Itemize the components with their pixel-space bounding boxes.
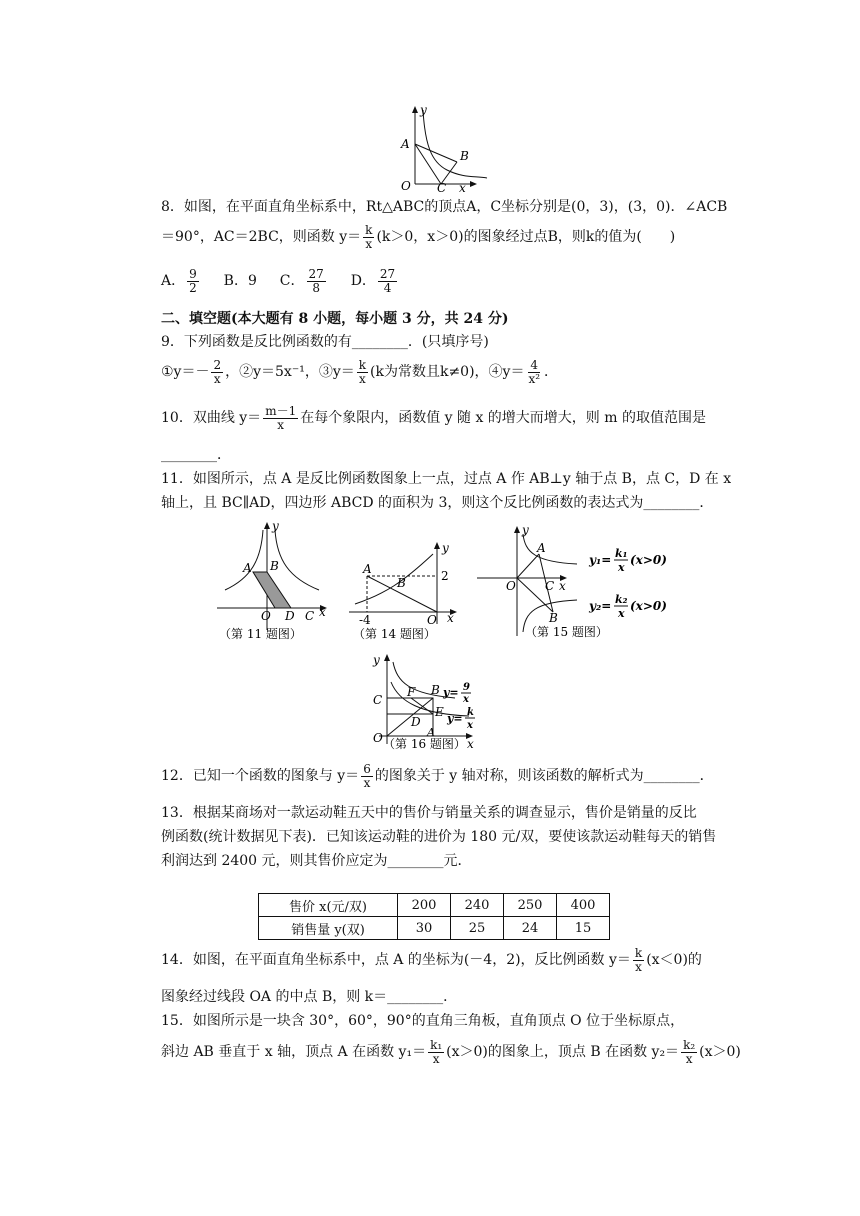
table-cell: 30 xyxy=(398,917,451,940)
q9-item2: ，②y＝5x⁻¹，③y＝ xyxy=(225,364,355,380)
fig16-label-O: O xyxy=(373,731,383,745)
q8-option-d-frac xyxy=(378,268,397,295)
q8-option-c-num: 27 xyxy=(308,266,324,281)
q9-item3-note: (k为常数且k≠0)，④y＝ xyxy=(370,364,525,380)
q11-line2: 轴上，且 BC∥AD，四边形 ABCD 的面积为 3，则这个反比例函数的表达式为________． xyxy=(161,495,714,511)
table-row xyxy=(259,894,610,917)
q9-item1-den: x xyxy=(213,371,221,386)
fig15-eq1-num: k₁ xyxy=(615,547,628,560)
fig14-label-y: y xyxy=(442,541,449,555)
fig16-eq2-den: x xyxy=(467,720,473,731)
q8-line2-post: (k＞0，x＞0)的图象经过点B，则k的值为( ) xyxy=(376,229,676,245)
q15-pre: 斜边 AB 垂直于 x 轴，顶点 A 在函数 y₁＝ xyxy=(161,1044,427,1060)
q13-line1: 13．根据某商场对一款运动鞋五天中的售价与销量关系的调查显示，售价是销量的反比 xyxy=(161,805,697,821)
q10-line1 xyxy=(161,402,706,434)
fig14-label-x: x xyxy=(447,611,454,625)
fig14-label-2: 2 xyxy=(441,569,449,583)
q8-line1: 8．如图，在平面直角坐标系中，Rt△ABC的顶点A，C坐标分别是(0，3)，(3，0)．∠ACB xyxy=(161,199,728,215)
fig16-label-F: F xyxy=(407,685,416,699)
fig8-label-C: C xyxy=(437,181,447,192)
fig16-label-x: x xyxy=(467,737,474,751)
fig16-eq2-lhs: y= xyxy=(447,712,463,725)
q9-line2 xyxy=(161,356,558,388)
fig16-eq2-num: k xyxy=(467,707,474,718)
fig16-label-y: y xyxy=(373,653,380,667)
table-cell: 15 xyxy=(557,917,610,940)
fig11-label-y: y xyxy=(272,520,279,533)
q15-frac1 xyxy=(428,1039,444,1066)
table-row xyxy=(259,917,610,940)
q8-option-b: B．9 xyxy=(223,273,257,289)
q14-den: x xyxy=(635,959,642,974)
fig16-eq1-num: 9 xyxy=(463,682,470,693)
fig16-label-B: B xyxy=(431,683,440,697)
q15-line2 xyxy=(161,1036,741,1068)
fig8-label-x: x xyxy=(459,181,466,192)
q15-mid: (x＞0)的图象上，顶点 B 在函数 y₂＝ xyxy=(446,1044,680,1060)
table-row-head: 销售量 y(双) xyxy=(259,917,398,940)
q9-item4-num: 4 xyxy=(530,357,539,372)
fig8-label-B: B xyxy=(460,149,469,163)
fig14-label-A: A xyxy=(363,562,372,576)
q14-pre: 14．如图，在平面直角坐标系中，点 A 的坐标为(－4，2)，反比例函数 y＝ xyxy=(161,952,631,968)
fig11-label-B: B xyxy=(270,559,279,573)
q15-num2: k₂ xyxy=(683,1037,696,1052)
fig16-label-E: E xyxy=(435,705,444,719)
q9-item1-num: 2 xyxy=(213,357,222,372)
fig15-eq2-den: x xyxy=(618,607,625,620)
fig15-label-x: x xyxy=(559,579,566,593)
q9-item3-den: x xyxy=(358,371,366,386)
table-cell: 25 xyxy=(451,917,504,940)
q9-item1-frac xyxy=(211,359,223,386)
figure-15 xyxy=(475,524,675,644)
q8-frac-num: k xyxy=(365,222,373,237)
fig15-eq2-num: k₂ xyxy=(615,593,628,606)
q13-line2: 例函数(统计数据见下表)．已知该运动鞋的进价为 180 元/双，要使该款运动鞋每天的销售 xyxy=(161,829,717,845)
q15-line1: 15．如图所示是一块含 30°，60°，90°的直角三角板，直角顶点 O 位于坐标原点， xyxy=(161,1013,685,1029)
fig11-label-A: A xyxy=(243,561,252,575)
q12-num: 6 xyxy=(363,761,371,776)
fig16-caption: （第 16 题图） xyxy=(383,737,466,751)
fig8-label-y: y xyxy=(420,104,427,117)
fig16-eq1-lhs: y= xyxy=(443,686,459,699)
fig11-label-D: D xyxy=(285,609,295,623)
fig11-caption: （第 11 题图） xyxy=(219,627,302,641)
q15-post: (x＞0) xyxy=(699,1044,741,1060)
fig14-label-minus4: -4 xyxy=(359,613,371,627)
q15-den2: x xyxy=(685,1051,693,1066)
q12-post: 的图象关于 y 轴对称，则该函数的解析式为________． xyxy=(374,768,714,784)
q8-option-c-frac xyxy=(307,268,326,295)
q9-item3-num: k xyxy=(358,357,367,372)
q14-line2: 图象经过线段 OA 的中点 B，则 k＝________． xyxy=(161,989,458,1005)
q12-frac xyxy=(361,763,373,790)
q8-line2-pre: ＝90°，AC＝2BC，则函数 y＝ xyxy=(161,229,362,245)
table-row-head: 售价 x(元/双) xyxy=(259,894,398,917)
q8-line2 xyxy=(161,222,675,252)
q15-den1: x xyxy=(432,1051,440,1066)
figure-11 xyxy=(215,520,335,645)
section-heading: 二、填空题(本大题有 8 小题，每小题 3 分，共 24 分) xyxy=(161,311,509,327)
q8-option-c xyxy=(279,266,328,295)
q9-item3-frac xyxy=(357,359,368,386)
q14-frac xyxy=(633,947,644,974)
fig11-label-x: x xyxy=(319,605,326,619)
table-cell: 240 xyxy=(451,894,504,917)
fig14-label-B: B xyxy=(397,576,406,590)
fig15-label-A: A xyxy=(537,541,546,555)
q13-table xyxy=(258,893,610,940)
fig11-label-O: O xyxy=(261,609,271,623)
fig15-eq1-cond: (x>0) xyxy=(630,553,667,567)
fig15-eq2-cond: (x>0) xyxy=(630,599,667,613)
q8-option-a-den: 2 xyxy=(189,280,197,295)
q8-option-d-label: D． xyxy=(350,273,376,289)
q12-den: x xyxy=(363,775,371,790)
q10-line2: ________． xyxy=(161,447,231,463)
figure-14 xyxy=(345,540,465,645)
q9-line1: 9．下列函数是反比例函数的有________．(只填序号) xyxy=(161,334,489,350)
q10-frac xyxy=(263,405,298,432)
q8-option-c-den: 8 xyxy=(312,280,320,295)
fig16-label-C: C xyxy=(373,693,383,707)
q8-option-d-num: 27 xyxy=(379,266,396,281)
fig15-label-B: B xyxy=(549,611,558,625)
fig15-label-C: C xyxy=(545,579,555,593)
fig15-eq1-den: x xyxy=(618,561,625,574)
fig14-label-O: O xyxy=(427,613,437,627)
q14-post: (x＜0)的 xyxy=(646,952,702,968)
table-cell: 200 xyxy=(398,894,451,917)
q8-option-c-label: C． xyxy=(279,273,305,289)
q8-option-a-label: A． xyxy=(161,273,186,289)
figure-16 xyxy=(365,652,495,754)
fig15-eq2-lhs: y₂= xyxy=(589,599,612,613)
q9-end: ． xyxy=(544,364,559,380)
fig15-label-y: y xyxy=(522,524,529,537)
q8-option-a-num: 9 xyxy=(189,266,197,281)
fig8-label-O: O xyxy=(401,179,411,192)
fig8-label-A: A xyxy=(401,137,410,151)
table-cell: 400 xyxy=(557,894,610,917)
q10-num: m－1 xyxy=(265,403,297,418)
q9-item4-den: x² xyxy=(528,371,541,386)
table-cell: 24 xyxy=(504,917,557,940)
fig15-label-O: O xyxy=(506,579,516,593)
q12-line xyxy=(161,760,714,792)
q8-option-a-frac xyxy=(187,268,199,295)
fig15-caption: （第 15 题图） xyxy=(525,625,608,639)
q10-post: 在每个象限内，函数值 y 随 x 的增大而增大，则 m 的取值范围是 xyxy=(300,410,706,426)
q14-line1 xyxy=(161,944,702,976)
q14-num: k xyxy=(634,945,643,960)
fig11-label-C: C xyxy=(305,609,315,623)
q12-pre: 12．已知一个函数的图象与 y＝ xyxy=(161,768,360,784)
q8-option-d xyxy=(350,266,400,295)
q8-fraction xyxy=(363,224,374,251)
table-cell: 250 xyxy=(504,894,557,917)
q8-frac-den: x xyxy=(365,236,373,251)
q8-options xyxy=(161,266,399,296)
q11-line1: 11．如图所示，点 A 是反比例函数图象上一点，过点 A 作 AB⊥y 轴于点 B，点 C，D 在 x xyxy=(161,471,732,487)
fig16-label-D: D xyxy=(411,715,421,729)
fig15-eq1-lhs: y₁= xyxy=(589,553,612,567)
q13-line3: 利润达到 2400 元，则其售价应定为________元． xyxy=(161,853,472,869)
q8-figure xyxy=(395,104,495,192)
fig16-label-A: A xyxy=(427,726,435,739)
q9-item4-frac xyxy=(526,359,542,386)
q8-option-d-den: 4 xyxy=(383,280,392,295)
q10-den: x xyxy=(277,417,285,432)
q15-frac2 xyxy=(681,1039,697,1066)
fig14-caption: （第 14 题图） xyxy=(353,627,436,641)
q8-option-a xyxy=(161,266,201,295)
fig16-eq1-den: x xyxy=(463,694,469,705)
q9-item1-pre: ①y＝－ xyxy=(161,364,210,380)
q15-num1: k₁ xyxy=(430,1037,443,1052)
q10-pre: 10．双曲线 y＝ xyxy=(161,410,262,426)
